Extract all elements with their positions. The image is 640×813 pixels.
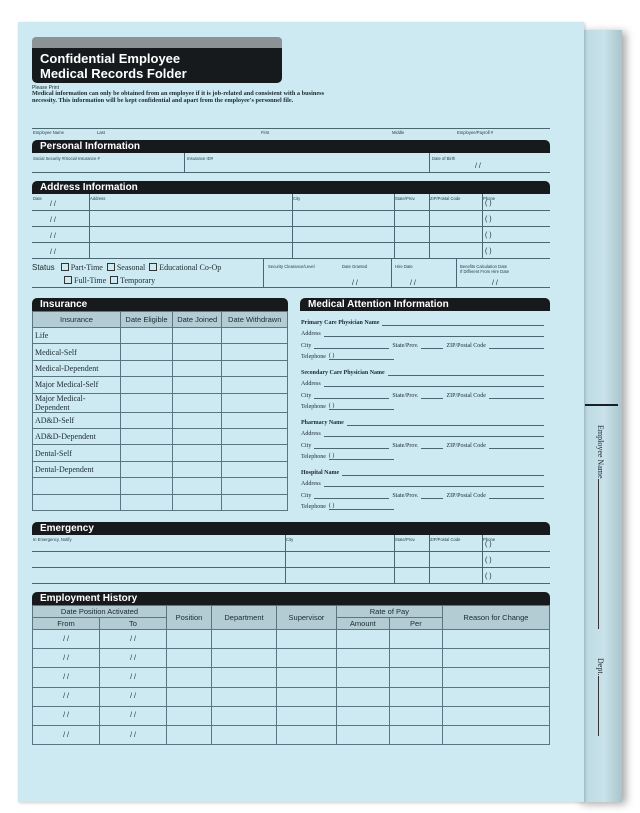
- employment-cell[interactable]: / /: [33, 649, 100, 668]
- table-row: [33, 478, 288, 494]
- insurance-type: Medical-Self: [33, 344, 121, 360]
- employment-cell[interactable]: [389, 649, 442, 668]
- telephone-label: Telephone: [301, 454, 326, 460]
- benefits-date-slashes: / /: [492, 280, 498, 287]
- zip-label: ZIP/Postal Code: [446, 342, 486, 349]
- address-field[interactable]: [324, 379, 544, 387]
- employment-cell[interactable]: [336, 687, 389, 706]
- medical-block-title: Pharmacy Name: [301, 419, 344, 426]
- medical-block-title: Secondary Care Physician Name: [301, 369, 385, 376]
- address-label: Address: [301, 381, 321, 387]
- insurance-date-cell[interactable]: [121, 377, 173, 393]
- insurance-date-cell[interactable]: [121, 412, 173, 428]
- employment-cell[interactable]: [442, 687, 549, 706]
- insurance-date-cell[interactable]: [121, 344, 173, 360]
- emergency-col-label: City: [286, 537, 294, 542]
- address-phone-field[interactable]: ( ): [485, 216, 492, 223]
- employment-cell[interactable]: [442, 668, 549, 687]
- last-name-field[interactable]: Last: [97, 130, 105, 135]
- emergency-header: Emergency: [32, 522, 550, 535]
- city-label: City: [301, 342, 312, 349]
- employment-cell[interactable]: [442, 630, 549, 649]
- insurance-type: Major Medical-Self: [33, 377, 121, 393]
- address-col-label: Address: [90, 196, 106, 201]
- position-header: Position: [167, 606, 212, 630]
- table-row: [33, 494, 288, 510]
- insurance-type: Major Medical-Dependent: [33, 393, 121, 412]
- insurance-date-cell[interactable]: [222, 428, 288, 444]
- employment-cell[interactable]: [389, 725, 442, 744]
- city-field[interactable]: [314, 441, 389, 449]
- zip-field[interactable]: [489, 491, 544, 499]
- table-row: [33, 445, 288, 461]
- employment-cell[interactable]: [277, 706, 337, 725]
- insurance-id-field[interactable]: Insurance ID#: [187, 156, 214, 161]
- employment-cell[interactable]: [389, 668, 442, 687]
- table-row: [33, 344, 288, 360]
- table-row: [33, 360, 288, 376]
- checkbox-full-time[interactable]: Full-Time: [64, 276, 106, 285]
- insurance-date-cell[interactable]: [172, 494, 221, 510]
- status-label: Status: [32, 263, 55, 272]
- employment-cell[interactable]: / /: [33, 668, 100, 687]
- address-col-label: City: [293, 196, 301, 201]
- employment-cell[interactable]: [211, 630, 276, 649]
- spine-dept[interactable]: Dept.: [596, 658, 605, 736]
- insurance-date-cell[interactable]: [172, 393, 221, 412]
- employment-cell[interactable]: [389, 687, 442, 706]
- insurance-date-cell[interactable]: [222, 377, 288, 393]
- emergency-phone-field[interactable]: ( ): [485, 541, 492, 548]
- employment-cell[interactable]: [389, 630, 442, 649]
- employment-cell[interactable]: / /: [33, 630, 100, 649]
- employment-cell[interactable]: / /: [100, 687, 167, 706]
- employment-cell[interactable]: [442, 649, 549, 668]
- employment-cell[interactable]: / /: [100, 649, 167, 668]
- hire-date-field[interactable]: Hire Date: [395, 264, 413, 269]
- dob-field[interactable]: Date of Birth: [432, 156, 456, 161]
- employment-cell[interactable]: / /: [33, 706, 100, 725]
- insurance-date-cell[interactable]: [222, 494, 288, 510]
- insurance-date-cell[interactable]: [121, 445, 173, 461]
- emergency-col-label: Phone: [483, 537, 496, 542]
- city-field[interactable]: [314, 391, 389, 399]
- employment-cell[interactable]: [211, 706, 276, 725]
- name-field[interactable]: [382, 318, 544, 326]
- insurance-type: Life: [33, 328, 121, 344]
- insurance-type: AD&D-Self: [33, 412, 121, 428]
- state-label: State/Prov.: [392, 442, 419, 449]
- insurance-type: Dental-Self: [33, 445, 121, 461]
- employment-cell[interactable]: [211, 687, 276, 706]
- employment-cell[interactable]: [336, 649, 389, 668]
- medical-attention-form: [301, 314, 547, 514]
- table-row: [33, 412, 288, 428]
- spine-employee-name[interactable]: Employee Name: [596, 425, 605, 629]
- insurance-type: AD&D-Dependent: [33, 428, 121, 444]
- employment-cell[interactable]: [167, 706, 212, 725]
- table-row: [33, 630, 550, 649]
- insurance-date-cell[interactable]: [172, 461, 221, 477]
- insurance-date-cell[interactable]: [172, 478, 221, 494]
- table-row: [33, 706, 550, 725]
- address-field[interactable]: [324, 329, 544, 337]
- address-label: Address: [301, 431, 321, 437]
- address-date-slashes: / /: [50, 201, 56, 208]
- address-col-label: ZIP/Postal Code: [430, 196, 461, 201]
- benefits-date-note: If Different From Hire Date: [460, 269, 510, 274]
- insurance-date-cell[interactable]: [172, 412, 221, 428]
- employment-cell[interactable]: [277, 725, 337, 744]
- employment-cell[interactable]: [211, 649, 276, 668]
- first-name-field[interactable]: First: [261, 130, 270, 135]
- employee-name-label: Employee Name: [33, 130, 64, 135]
- emergency-phone-field[interactable]: ( ): [485, 573, 492, 580]
- insurance-date-cell[interactable]: [222, 478, 288, 494]
- employment-cell[interactable]: [167, 687, 212, 706]
- employment-cell[interactable]: [277, 649, 337, 668]
- address-label: Address: [301, 481, 321, 487]
- emergency-phone-field[interactable]: ( ): [485, 557, 492, 564]
- city-field[interactable]: [314, 341, 389, 349]
- address-field[interactable]: [324, 479, 544, 487]
- emergency-col-label: In Emergency, Notify: [33, 537, 72, 542]
- table-row: [33, 687, 550, 706]
- insurance-date-cell[interactable]: [121, 428, 173, 444]
- insurance-date-cell[interactable]: [222, 328, 288, 344]
- table-row: [33, 377, 288, 393]
- page-title: [32, 48, 282, 83]
- date-granted-field[interactable]: Date Granted: [342, 264, 368, 269]
- city-label: City: [301, 442, 312, 449]
- employment-cell[interactable]: / /: [100, 668, 167, 687]
- insurance-header: Insurance: [32, 298, 288, 311]
- address-date-slashes: / /: [50, 249, 56, 256]
- security-clearance-field[interactable]: Security Clearance/Level: [268, 264, 315, 269]
- middle-name-field[interactable]: Middle: [392, 130, 405, 135]
- insurance-date-cell[interactable]: [172, 445, 221, 461]
- benefits-date-field[interactable]: Benefits Calculation Date: [460, 264, 508, 269]
- insurance-date-cell[interactable]: [121, 494, 173, 510]
- name-field[interactable]: [347, 418, 544, 426]
- medical-block-title: Hospital Name: [301, 469, 340, 476]
- telephone-field[interactable]: ( ): [329, 453, 394, 460]
- emergency-col-label: ZIP/Postal Code: [430, 537, 461, 542]
- insurance-type: Dental-Dependent: [33, 461, 121, 477]
- state-field[interactable]: [421, 491, 443, 499]
- insurance-col-header: Date Joined: [172, 312, 221, 328]
- insurance-date-cell[interactable]: [172, 360, 221, 376]
- medical-block: [301, 314, 547, 360]
- checkbox-part-time[interactable]: Part-Time: [61, 263, 103, 272]
- address-date-slashes: / /: [50, 217, 56, 224]
- address-phone-field[interactable]: ( ): [485, 200, 492, 207]
- employment-cell[interactable]: [277, 668, 337, 687]
- please-print: Please Print: [32, 85, 59, 91]
- employment-cell[interactable]: [167, 649, 212, 668]
- insurance-date-cell[interactable]: [222, 412, 288, 428]
- supervisor-header: Supervisor: [277, 606, 337, 630]
- telephone-label: Telephone: [301, 504, 326, 510]
- checkbox-educational-co-op[interactable]: Educational Co-Op: [149, 263, 221, 272]
- zip-field[interactable]: [489, 441, 544, 449]
- hire-date-slashes: / /: [410, 280, 416, 287]
- employment-cell[interactable]: [211, 725, 276, 744]
- insurance-date-cell[interactable]: [121, 461, 173, 477]
- address-date-slashes: / /: [50, 233, 56, 240]
- employment-cell[interactable]: / /: [100, 706, 167, 725]
- zip-label: ZIP/Postal Code: [446, 442, 486, 449]
- reason-for-change-header: Reason for Change: [442, 606, 549, 630]
- medical-block: [301, 364, 547, 410]
- amount-header: Amount: [336, 618, 389, 630]
- telephone-label: Telephone: [301, 404, 326, 410]
- insurance-col-header: Insurance: [33, 312, 121, 328]
- employment-history-table: [32, 605, 550, 745]
- address-col-label: Phone: [483, 196, 496, 201]
- title-line-1: Confidential Employee: [40, 51, 181, 66]
- state-field[interactable]: [421, 441, 443, 449]
- insurance-date-cell[interactable]: [222, 393, 288, 412]
- address-label: Address: [301, 331, 321, 337]
- insurance-date-cell[interactable]: [222, 360, 288, 376]
- table-row: [33, 393, 288, 412]
- zip-field[interactable]: [489, 391, 544, 399]
- table-row: [33, 725, 550, 744]
- insurance-type: Medical-Dependent: [33, 360, 121, 376]
- insurance-date-cell[interactable]: [121, 328, 173, 344]
- address-col-label: Date: [33, 196, 42, 201]
- department-header: Department: [211, 606, 276, 630]
- insurance-date-cell[interactable]: [121, 360, 173, 376]
- dob-slashes: / /: [475, 163, 481, 170]
- employment-cell[interactable]: [442, 725, 549, 744]
- city-label: City: [301, 392, 312, 399]
- table-row: [33, 461, 288, 477]
- insurance-col-header: Date Withdrawn: [222, 312, 288, 328]
- address-info-header: Address Information: [32, 181, 550, 194]
- personal-info-header: Personal Information: [32, 140, 550, 153]
- insurance-col-header: Date Eligible: [121, 312, 173, 328]
- insurance-type: [33, 478, 121, 494]
- employment-cell[interactable]: [336, 725, 389, 744]
- table-row: [33, 668, 550, 687]
- employment-cell[interactable]: / /: [33, 725, 100, 744]
- telephone-field[interactable]: ( ): [329, 503, 394, 510]
- date-granted-slashes: / /: [352, 280, 358, 287]
- payroll-field[interactable]: Employee/Payroll #: [457, 130, 494, 135]
- date-position-activated-header: Date Position Activated: [33, 606, 167, 618]
- insurance-date-cell[interactable]: [121, 393, 173, 412]
- insurance-date-cell[interactable]: [222, 445, 288, 461]
- insurance-date-cell[interactable]: [172, 377, 221, 393]
- per-header: Per: [389, 618, 442, 630]
- employment-cell[interactable]: [442, 706, 549, 725]
- city-field[interactable]: [314, 491, 389, 499]
- employment-cell[interactable]: / /: [100, 725, 167, 744]
- telephone-field[interactable]: ( ): [329, 353, 394, 360]
- insurance-date-cell[interactable]: [222, 344, 288, 360]
- employment-cell[interactable]: [336, 630, 389, 649]
- to-header: To: [100, 618, 167, 630]
- employment-cell[interactable]: [336, 706, 389, 725]
- rate-of-pay-header: Rate of Pay: [336, 606, 442, 618]
- insurance-type: [33, 494, 121, 510]
- zip-label: ZIP/Postal Code: [446, 492, 486, 499]
- employment-cell[interactable]: [167, 725, 212, 744]
- medical-block: [301, 464, 547, 510]
- notice-text: Medical information can only be obtained from an employee if it is job-related and consistent with a business necessity. This information will be kept confidential and apart from the employee's personnel file.: [32, 90, 325, 104]
- insurance-table: [32, 311, 288, 511]
- telephone-field[interactable]: ( ): [329, 403, 394, 410]
- employment-cell[interactable]: / /: [33, 687, 100, 706]
- name-field[interactable]: [388, 368, 544, 376]
- employment-cell[interactable]: [211, 668, 276, 687]
- telephone-label: Telephone: [301, 354, 326, 360]
- medical-block-title: Primary Care Physician Name: [301, 319, 380, 326]
- status-group: [32, 263, 221, 272]
- medical-attention-header: Medical Attention Information: [300, 298, 550, 311]
- state-field[interactable]: [421, 341, 443, 349]
- address-field[interactable]: [324, 429, 544, 437]
- emergency-col-label: State/Prov.: [395, 537, 416, 542]
- insurance-date-cell[interactable]: [172, 328, 221, 344]
- address-col-label: State/Prov.: [395, 196, 416, 201]
- state-label: State/Prov.: [392, 492, 419, 499]
- title-line-2: Medical Records Folder: [40, 66, 187, 81]
- name-field[interactable]: [342, 468, 544, 476]
- employment-cell[interactable]: [336, 668, 389, 687]
- employment-cell[interactable]: [389, 706, 442, 725]
- table-row: [33, 328, 288, 344]
- state-label: State/Prov.: [392, 392, 419, 399]
- employment-cell[interactable]: / /: [100, 630, 167, 649]
- address-phone-field[interactable]: ( ): [485, 232, 492, 239]
- employment-history-header: Employment History: [32, 592, 550, 605]
- zip-label: ZIP/Postal Code: [446, 392, 486, 399]
- zip-field[interactable]: [489, 341, 544, 349]
- employment-cell[interactable]: [167, 668, 212, 687]
- checkbox-temporary[interactable]: Temporary: [110, 276, 155, 285]
- employment-cell[interactable]: [277, 687, 337, 706]
- state-field[interactable]: [421, 391, 443, 399]
- insurance-date-cell[interactable]: [121, 478, 173, 494]
- insurance-date-cell[interactable]: [222, 461, 288, 477]
- table-row: [33, 428, 288, 444]
- table-row: [33, 649, 550, 668]
- employment-cell[interactable]: [277, 630, 337, 649]
- ssn-field[interactable]: Social Security #/Social Insurance #: [33, 156, 100, 161]
- checkbox-seasonal[interactable]: Seasonal: [107, 263, 145, 272]
- medical-block: [301, 414, 547, 460]
- insurance-date-cell[interactable]: [172, 428, 221, 444]
- city-label: City: [301, 492, 312, 499]
- address-phone-field[interactable]: ( ): [485, 248, 492, 255]
- insurance-date-cell[interactable]: [172, 344, 221, 360]
- from-header: From: [33, 618, 100, 630]
- state-label: State/Prov.: [392, 342, 419, 349]
- employment-cell[interactable]: [167, 630, 212, 649]
